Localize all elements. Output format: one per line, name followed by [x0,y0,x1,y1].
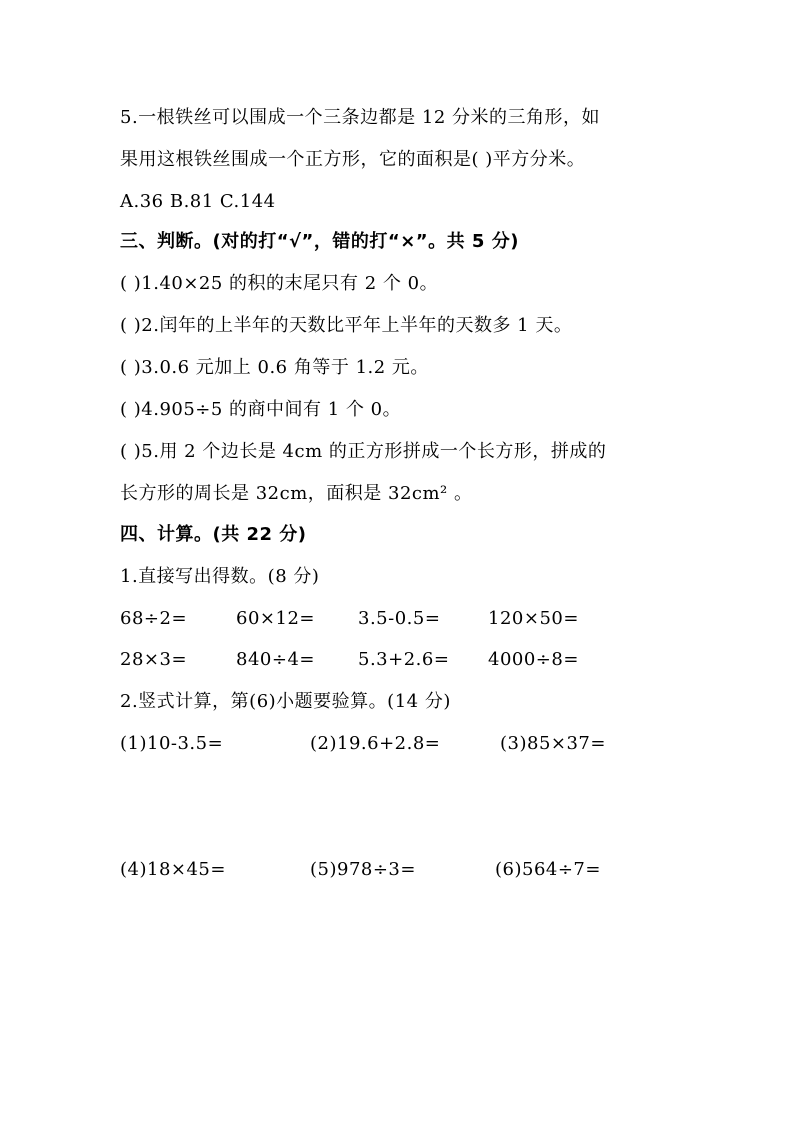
oral-calc-5: 28×3= [120,649,188,670]
question-5-line-2: 果用这根铁丝围成一个正方形，它的面积是( )平方分米。 [120,149,586,170]
oral-calc-2: 60×12= [236,608,315,629]
oral-calc-8: 4000÷8= [488,649,579,670]
vertical-calc-4: (4)18×45= [120,859,226,880]
oral-calc-1: 68÷2= [120,608,188,629]
judgment-item-1: ( )1.40×25 的积的末尾只有 2 个 0。 [120,273,439,294]
oral-calc-6: 840÷4= [236,649,315,670]
question-5-line-1: 5.一根铁丝可以围成一个三条边都是 12 分米的三角形，如 [120,107,601,128]
vertical-calc-3: (3)85×37= [500,733,606,754]
judgment-item-3: ( )3.0.6 元加上 0.6 角等于 1.2 元。 [120,357,429,378]
oral-calc-4: 120×50= [488,608,579,629]
judgment-item-5: ( )5.用 2 个边长是 4cm 的正方形拼成一个长方形，拼成的 [120,441,607,462]
judgment-item-4: ( )4.905÷5 的商中间有 1 个 0。 [120,399,402,420]
oral-calc-7: 5.3+2.6= [358,649,450,670]
oral-calc-3: 3.5-0.5= [358,608,441,629]
vertical-calc-5: (5)978÷3= [310,859,416,880]
part-2-title: 2.竖式计算，第(6)小题要验算。(14 分) [120,691,451,712]
judgment-item-5-continued: 长方形的周长是 32cm，面积是 32cm² 。 [120,483,473,504]
question-5-options: A.36 B.81 C.144 [120,191,276,212]
judgment-item-2: ( )2.闰年的上半年的天数比平年上半年的天数多 1 天。 [120,315,573,336]
vertical-calc-1: (1)10-3.5= [120,733,224,754]
vertical-calc-2: (2)19.6+2.8= [310,733,441,754]
vertical-calc-6: (6)564÷7= [495,859,601,880]
part-1-title: 1.直接写出得数。(8 分) [120,566,320,587]
section-3-heading: 三、判断。(对的打“√”，错的打“×”。共 5 分) [120,231,519,252]
section-4-heading: 四、计算。(共 22 分) [120,524,307,545]
